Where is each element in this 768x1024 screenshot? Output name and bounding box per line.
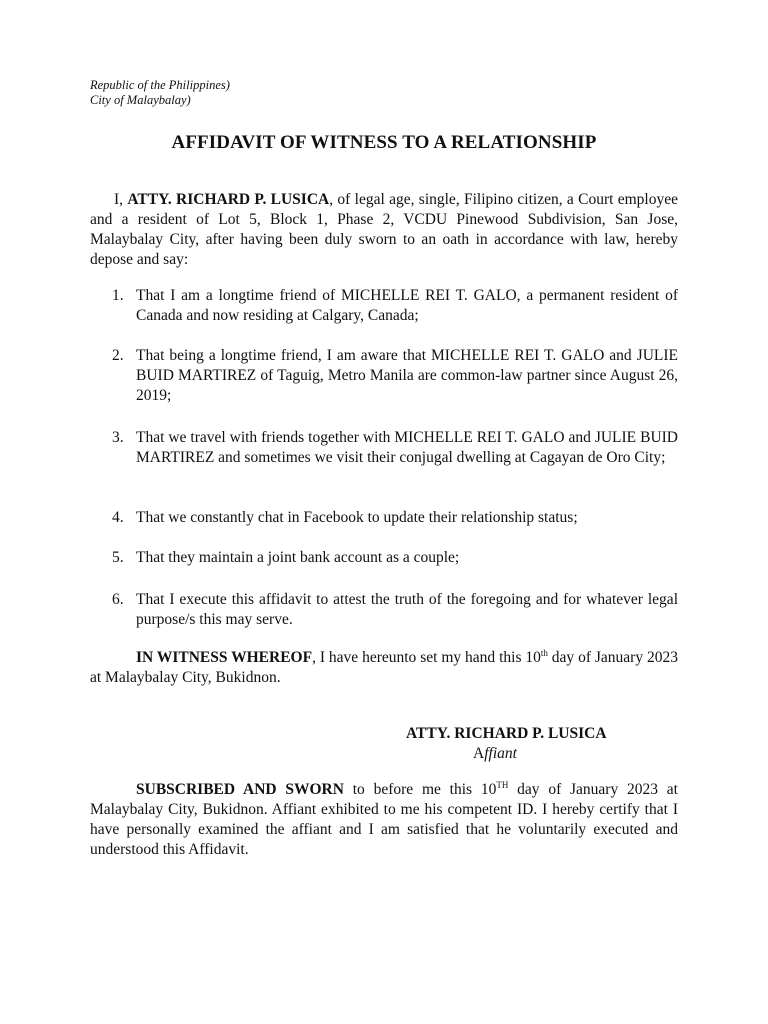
list-item-number: 1. — [112, 287, 124, 304]
signatory-role — [473, 744, 517, 764]
list-item-text: That we constantly chat in Facebook to update their relationship status; — [136, 509, 578, 526]
venue-header — [90, 78, 230, 108]
list-item — [90, 286, 678, 326]
list-item — [90, 508, 678, 528]
role-initial: A — [473, 745, 485, 762]
jurat-text: to before me this 10 — [343, 781, 497, 798]
document-title: AFFIDAVIT OF WITNESS TO A RELATIONSHIP — [171, 132, 597, 153]
list-item-text: That being a longtime friend, I am aware that MICHELLE REI T. GALO and JULIE BUID MARTIREZ of Taguig, Metro Manila are common-law partner since August 26, 2019; — [136, 347, 678, 404]
venue-line-country: Republic of the Philippines) — [90, 78, 230, 92]
jurat-ordinal: TH — [496, 780, 509, 790]
intro-rest: , of legal age, single, Filipino citizen, a Court employee and a resident of Lot 5, Block 1, Phase 2, VCDU Pinewood Subdivision, San Jose, Malaybalay City, after having been duly sworn to an oath in accordance with law, hereby depose and say: — [90, 191, 678, 268]
witness-ordinal: th — [540, 648, 548, 658]
venue-line-city: City of Malaybalay) — [90, 93, 191, 107]
intro-paragraph — [90, 190, 678, 270]
jurat-heading: SUBSCRIBED AND SWORN — [136, 781, 344, 798]
list-item-number: 2. — [112, 347, 124, 364]
list-item-number: 5. — [112, 549, 124, 566]
jurat-paragraph — [90, 780, 678, 860]
list-item — [90, 590, 678, 630]
role-rest: ffiant — [484, 745, 517, 762]
signatory-name: ATTY. RICHARD P. LUSICA — [406, 725, 607, 742]
list-item-number: 6. — [112, 591, 124, 608]
witness-text-end: day of January 2023 at Malaybalay City, Bukidnon. — [90, 649, 678, 686]
list-item-text: That I execute this affidavit to attest the truth of the foregoing and for whatever legal purpose/s this may serve. — [136, 591, 678, 628]
witness-text: , I have hereunto set my hand this 10 — [312, 649, 541, 666]
list-item — [90, 428, 678, 468]
witness-heading: IN WITNESS WHEREOF — [136, 649, 313, 666]
list-item-text: That we travel with friends together with MICHELLE REI T. GALO and JULIE BUID MARTIREZ and sometimes we visit their conjugal dwelling at Cagayan de Oro City; — [136, 429, 678, 466]
list-item — [90, 346, 678, 406]
list-item-text: That I am a longtime friend of MICHELLE REI T. GALO, a permanent resident of Canada and now residing at Calgary, Canada; — [136, 287, 678, 324]
list-item-text: That they maintain a joint bank account as a couple; — [136, 549, 460, 566]
list-item-number: 4. — [112, 509, 124, 526]
list-item-number: 3. — [112, 429, 124, 446]
list-item — [90, 548, 678, 568]
witness-paragraph — [90, 648, 678, 688]
jurat-text-end: day of January 2023 at Malaybalay City, Bukidnon. Affiant exhibited to me his competent ID. I hereby certify that I have personally examined the affiant and I am satisfied that he voluntarily executed and understood this Affidavit. — [90, 781, 678, 858]
intro-prefix: I, — [114, 191, 128, 208]
affiant-name: ATTY. RICHARD P. LUSICA — [127, 191, 330, 208]
